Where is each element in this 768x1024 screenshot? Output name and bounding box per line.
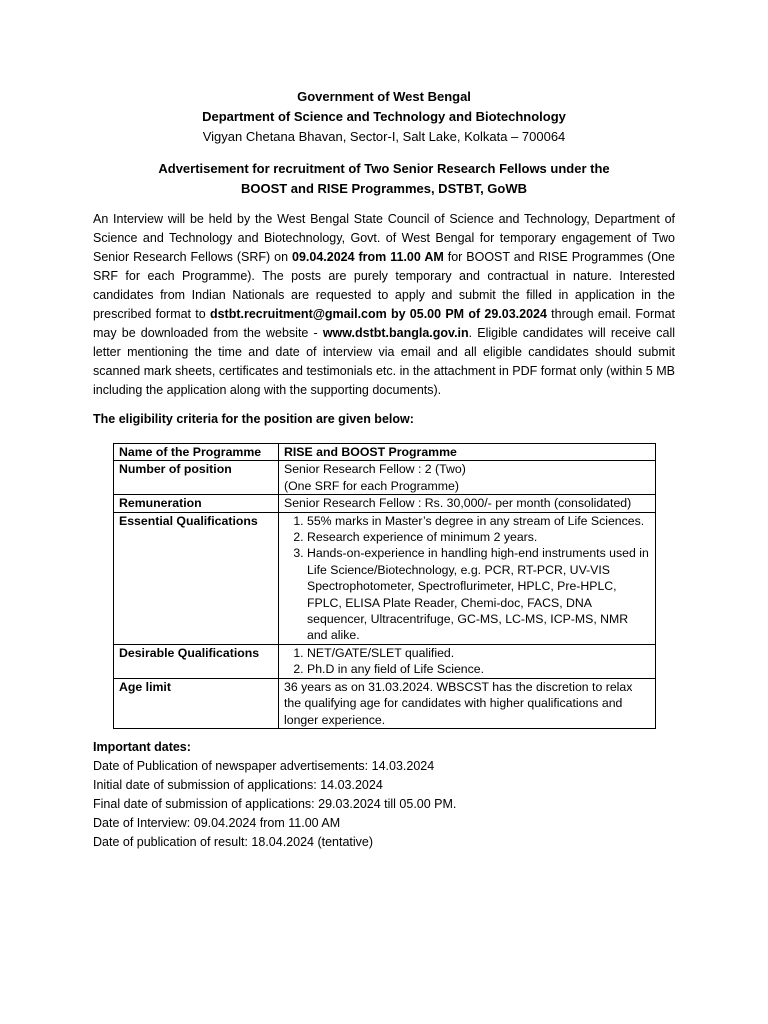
advertisement-title: [0, 159, 768, 199]
list-item: Final date of submission of applications: 29.03.2024 till 05.00 PM.: [93, 797, 457, 811]
body-text-2: for BOOST and RISE Programmes (One SRF for each Programme). The posts are purely temporary and contractual in nature. Interested candidates from Indian Nationals are requested to apply and submit the filled in application in the prescribed format to: [93, 250, 675, 321]
table-row: [114, 444, 656, 461]
body-text-1: An Interview will be held by the West Bengal State Council of Science and Technology, Department of Science and Technology and Biotechnology, Govt. of West Bengal for temporary engagement of Two Senior Research Fellows (SRF) on: [93, 212, 675, 264]
positions-label: Number of position: [114, 461, 279, 495]
list-item: 2. Ph.D in any field of Life Science.: [307, 661, 651, 677]
positions-note: (One SRF for each Programme): [284, 478, 459, 493]
list-item: Date of publication of result: 18.04.2024 (tentative): [93, 835, 374, 849]
desirable-qualifications-label: Desirable Qualifications: [114, 644, 279, 678]
essential-qualifications-value: [279, 512, 656, 644]
table-row: [114, 644, 656, 678]
essential-qualifications-label: Essential Qualifications: [114, 512, 279, 644]
application-email-deadline: dstbt.recruitment@gmail.com by 05.00 PM of 29.03.2024: [209, 307, 547, 321]
age-limit-label: Age limit: [114, 678, 279, 728]
important-dates-heading: Important dates:: [93, 740, 191, 754]
letterhead: [0, 87, 768, 147]
programme-label: Name of the Programme: [114, 444, 279, 461]
table-row: [114, 461, 656, 495]
desirable-qualifications-value: [279, 644, 656, 678]
list-item: Date of Interview: 09.04.2024 from 11.00 AM: [93, 816, 341, 830]
table-row: [114, 678, 656, 728]
department-address: Vigyan Chetana Bhavan, Sector-I, Salt Lake, Kolkata – 700064: [202, 129, 566, 144]
government-name: Government of West Bengal: [297, 89, 471, 104]
essential-qualifications-list: [284, 513, 651, 644]
list-item: 1. NET/GATE/SLET qualified.: [307, 645, 651, 661]
age-limit-value: 36 years as on 31.03.2024. WBSCST has the discretion to relax the qualifying age for candidates with higher qualifications and longer experience.: [279, 678, 656, 728]
website-link[interactable]: www.dstbt.bangla.gov.in: [322, 326, 469, 340]
list-item: 1. 55% marks in Master’s degree in any stream of Life Sciences.: [307, 513, 651, 529]
positions-value: [279, 461, 656, 495]
interview-datetime: 09.04.2024 from 11.00 AM: [292, 250, 444, 264]
eligibility-table: [113, 443, 656, 729]
positions-count: Senior Research Fellow : 2 (Two): [284, 462, 466, 477]
list-item: 2. Research experience of minimum 2 years.: [307, 529, 651, 545]
list-item: 3. Hands-on-experience in handling high-end instruments used in Life Science/Biotechnology, e.g. PCR, RT-PCR, UV-VIS Spectrophotometer, Spectroflurimeter, HPLC, Pre-HPLC, FPLC, ELISA Plate Reader, Chemi-doc, FACS, DNA sequencer, Ultracentrifuge, GC-MS, LC-MS, ICP-MS, NMR and alike.: [307, 545, 651, 643]
department-name: Department of Science and Technology and Biotechnology: [202, 109, 566, 124]
table-row: [114, 495, 656, 512]
list-item: Date of Publication of newspaper advertisements: 14.03.2024: [93, 759, 435, 773]
important-dates: [93, 738, 456, 852]
advertisement-title-line2: BOOST and RISE Programmes, DSTBT, GoWB: [240, 181, 528, 196]
remuneration-label: Remuneration: [114, 495, 279, 512]
list-item: Initial date of submission of applications: 14.03.2024: [93, 778, 383, 792]
body-text-3: through email. Format may be downloaded from the website -: [93, 307, 675, 340]
advertisement-title-line1: Advertisement for recruitment of Two Senior Research Fellows under the: [158, 161, 610, 176]
desirable-qualifications-list: [284, 645, 651, 678]
table-row: [114, 512, 656, 644]
programme-value: RISE and BOOST Programme: [279, 444, 656, 461]
body-text-4: . Eligible candidates will receive call letter mentioning the time and date of interview via email and all eligible candidates should submit scanned mark sheets, certificates and testimonials etc. in the attachment in PDF format only (within 5 MB including the application along with the supporting documents).: [93, 326, 676, 397]
remuneration-value: Senior Research Fellow : Rs. 30,000/- per month (consolidated): [279, 495, 656, 512]
advertisement-body: [93, 210, 675, 400]
eligibility-heading: The eligibility criteria for the position are given below:: [93, 412, 414, 426]
